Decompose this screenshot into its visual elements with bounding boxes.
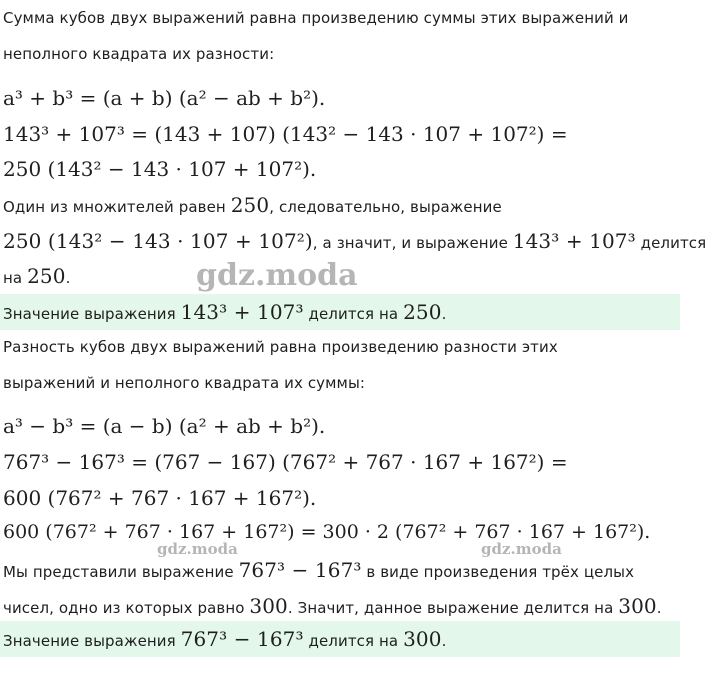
formula-sum-of-cubes: a³ + b³ = (a + b) (a² − ab + b²).	[3, 86, 326, 110]
formula-expansion: 767³ − 167³ = (767 − 167) (767² + 767 · 167 + 167²) =	[3, 450, 568, 474]
paragraph-line: неполного квадрата их разности:	[3, 45, 275, 63]
text: .	[656, 599, 662, 617]
math-inline: 767³ − 167³	[180, 627, 304, 651]
paragraph-line: Разность кубов двух выражений равна произведению разности этих	[3, 338, 558, 356]
formula-result: 600 (767² + 767 · 167 + 167²).	[3, 486, 317, 510]
text: , а значит, и выражение	[312, 234, 508, 252]
math-inline: 300	[403, 627, 442, 651]
text: делится	[640, 234, 706, 252]
text: . Значит, данное выражение делится на	[287, 599, 614, 617]
text: делится на	[308, 305, 399, 323]
text: .	[441, 305, 447, 323]
math-inline: 143³ + 107³	[180, 300, 304, 324]
paragraph-line	[3, 594, 662, 618]
answer-line	[3, 300, 446, 324]
paragraph-line: выражений и неполного квадрата их суммы:	[3, 374, 366, 392]
paragraph-line	[3, 558, 634, 582]
text: , следовательно, выражение	[269, 198, 502, 216]
watermark-logo: gdz.moda	[481, 540, 562, 558]
text: .	[441, 632, 447, 650]
text: Один из множителей равен	[3, 198, 226, 216]
answer-line	[3, 627, 446, 651]
math-inline: 143³ + 107³	[512, 229, 636, 253]
paragraph-line	[3, 264, 70, 288]
math-inline: 300	[618, 594, 657, 618]
paragraph-line	[3, 229, 706, 253]
text: Значение выражения	[3, 632, 176, 650]
watermark-logo: gdz.moda	[196, 258, 358, 293]
math-inline: 250	[403, 300, 442, 324]
text: на	[3, 269, 23, 287]
math-inline: 300	[249, 594, 288, 618]
formula-factorization: 600 (767² + 767 · 167 + 167²) = 300 · 2 (767² + 767 · 167 + 167²).	[3, 521, 651, 543]
text: делится на	[308, 632, 399, 650]
formula-difference-of-cubes: a³ − b³ = (a − b) (a² + ab + b²).	[3, 414, 326, 438]
paragraph-line: Сумма кубов двух выражений равна произведению суммы этих выражений и	[3, 9, 629, 27]
paragraph-line	[3, 193, 502, 217]
math-inline: 250	[27, 264, 66, 288]
text: .	[65, 269, 71, 287]
math-inline: 250	[230, 193, 270, 217]
watermark-logo: gdz.moda	[157, 540, 238, 558]
formula-expansion: 143³ + 107³ = (143 + 107) (143² − 143 · 107 + 107²) =	[3, 122, 568, 146]
text: Мы представили выражение	[3, 563, 234, 581]
formula-result: 250 (143² − 143 · 107 + 107²).	[3, 157, 317, 181]
text: чисел, одно из которых равно	[3, 599, 245, 617]
math-inline: 250 (143² − 143 · 107 + 107²)	[3, 229, 313, 253]
text: в виде произведения трёх целых	[366, 563, 635, 581]
math-inline: 767³ − 167³	[238, 558, 362, 582]
text: Значение выражения	[3, 305, 176, 323]
